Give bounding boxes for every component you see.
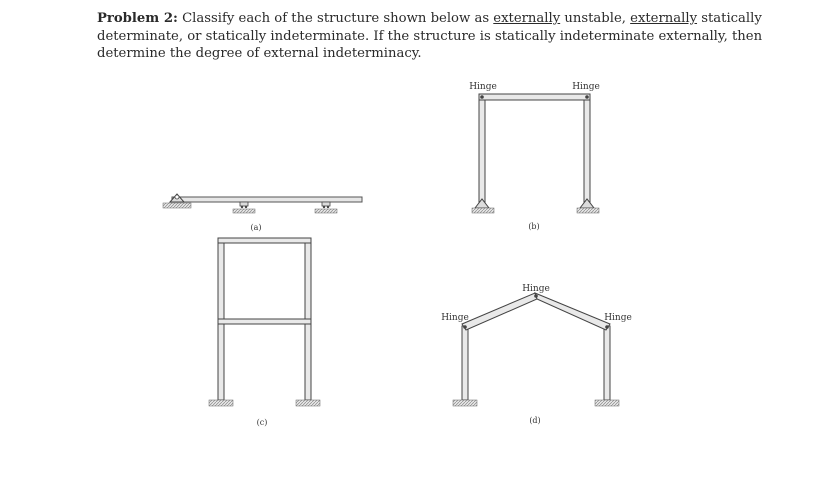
column-b-right bbox=[584, 97, 590, 204]
pin-support-b-left bbox=[472, 199, 494, 213]
structure-b bbox=[469, 82, 600, 231]
caption-b: (b) bbox=[528, 222, 540, 231]
problem-label: Problem 2: bbox=[97, 11, 178, 26]
fixed-support-d-left bbox=[453, 400, 477, 406]
rafter-d-left bbox=[462, 293, 537, 330]
roller-support-a-middle bbox=[233, 202, 255, 213]
pin-support-b-right bbox=[577, 199, 599, 213]
fixed-support-c-right bbox=[296, 400, 320, 406]
hinge-b-right bbox=[585, 95, 589, 99]
caption-c: (c) bbox=[256, 418, 268, 427]
hinge-label-b-right: Hinge bbox=[572, 82, 600, 92]
beam-a bbox=[172, 197, 362, 202]
hinge-label-d-right: Hinge bbox=[604, 313, 632, 323]
beam-c-middle bbox=[218, 319, 311, 324]
structure-c bbox=[209, 238, 320, 427]
problem-term-2: externally bbox=[630, 11, 698, 26]
structure-a bbox=[163, 194, 362, 232]
hinge-label-d-left: Hinge bbox=[441, 313, 469, 323]
beam-b bbox=[479, 94, 590, 100]
caption-d: (d) bbox=[529, 416, 541, 425]
column-b-left bbox=[479, 97, 485, 204]
hinge-d-right bbox=[605, 325, 609, 329]
roller-support-a-right bbox=[315, 202, 337, 213]
hinge-label-d-top: Hinge bbox=[522, 284, 550, 294]
fixed-support-d-right bbox=[595, 400, 619, 406]
problem-text-3: statically determinate, or statically indeterminate. If the structure is statically indeterminate externally, then determine the degree of external indeterminacy. bbox=[97, 11, 763, 61]
beam-c-top bbox=[218, 238, 311, 243]
hinge-d-top bbox=[534, 294, 538, 298]
fixed-support-c-left bbox=[209, 400, 233, 406]
problem-text-2: unstable, bbox=[560, 11, 631, 26]
hinge-label-b-left: Hinge bbox=[469, 82, 497, 92]
hinge-b-left bbox=[480, 95, 484, 99]
column-d-left bbox=[462, 326, 468, 400]
problem-term-1: externally bbox=[493, 11, 561, 26]
structure-d bbox=[441, 284, 632, 425]
rafter-d-right bbox=[535, 293, 610, 330]
column-d-right bbox=[604, 326, 610, 400]
hinge-d-left bbox=[463, 325, 467, 329]
caption-a: (a) bbox=[250, 223, 262, 232]
problem-text-1: Classify each of the structure shown below as bbox=[177, 11, 494, 26]
